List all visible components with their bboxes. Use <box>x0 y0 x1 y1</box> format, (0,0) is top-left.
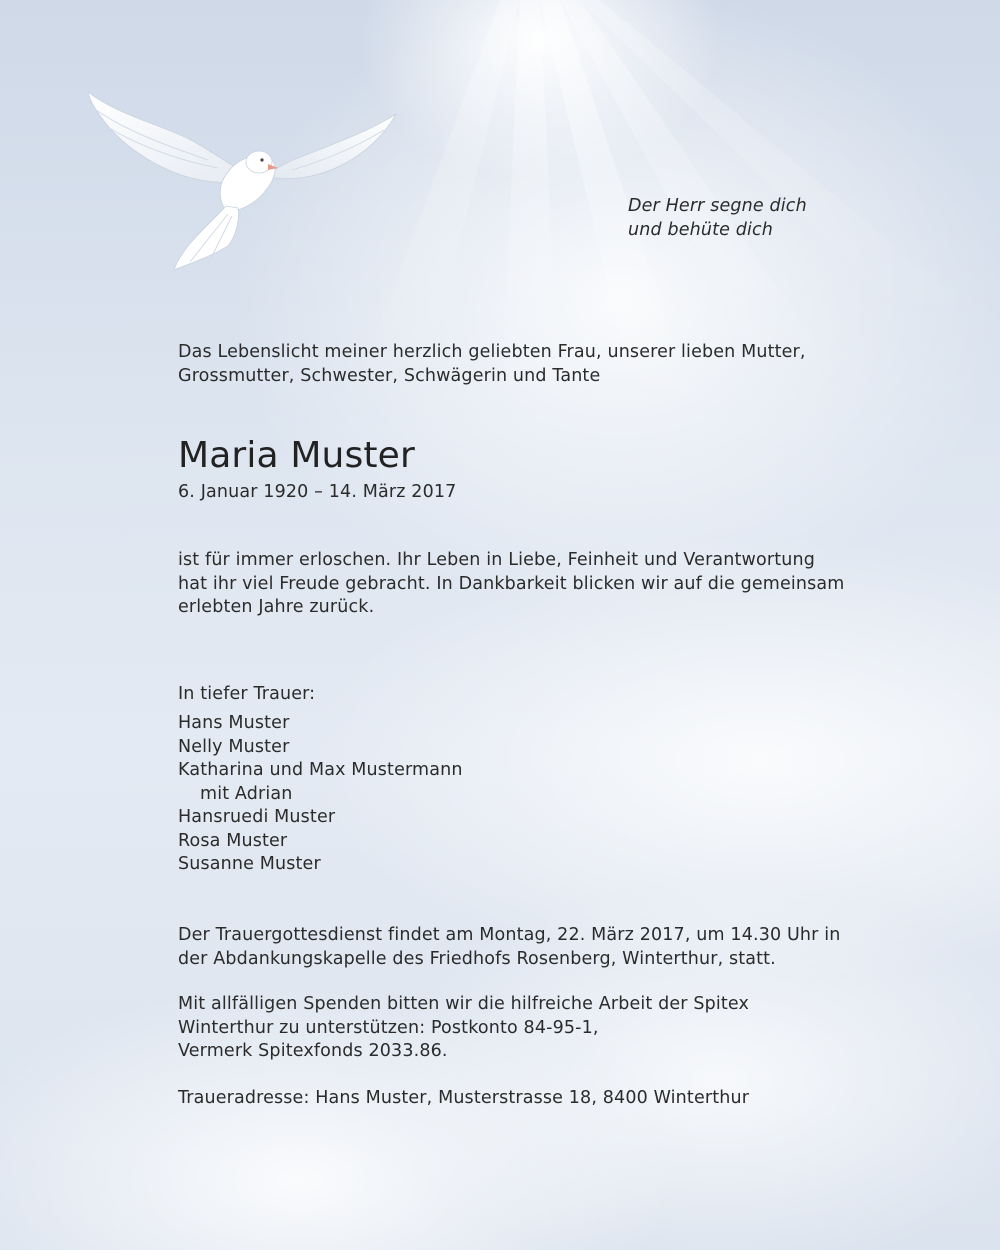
mourner-name: Hans Muster <box>178 713 290 733</box>
verse <box>628 195 807 242</box>
life-dates: 6. Januar 1920 – 14. März 2017 <box>178 482 457 502</box>
donation-info <box>178 993 749 1064</box>
donation-line: Winterthur zu unterstützen: Postkonto 84-95-1, <box>178 1017 599 1038</box>
donation-line: Vermerk Spitexfonds 2033.86. <box>178 1041 448 1061</box>
service-line: Der Trauergottesdienst findet am Montag, 22. März 2017, um 14.30 Uhr in <box>178 925 841 945</box>
dove-icon <box>78 86 408 276</box>
mourning-heading: In tiefer Trauer: <box>178 684 316 704</box>
service-info <box>178 924 840 971</box>
mourning-address: Traueradresse: Hans Muster, Musterstrasse 18, 8400 Winterthur <box>178 1088 750 1108</box>
mourner-name: Nelly Muster <box>178 736 290 757</box>
intro-text <box>178 341 806 388</box>
mourner-name: Katharina und Max Mustermann <box>178 760 463 780</box>
body-line: hat ihr viel Freude gebracht. In Dankbarkeit blicken wir auf die gemeinsam <box>178 573 845 594</box>
body-line: ist für immer erloschen. Ihr Leben in Liebe, Feinheit und Verantwortung <box>178 550 815 570</box>
deceased-name: Maria Muster <box>178 435 415 476</box>
mourner-name: Hansruedi Muster <box>178 807 336 827</box>
body-text <box>178 549 844 620</box>
mourner-list <box>178 712 463 877</box>
verse-line: Der Herr segne dich <box>628 196 807 216</box>
verse-line: und behüte dich <box>628 219 774 240</box>
mourner-name: Susanne Muster <box>178 854 321 874</box>
mourner-name: Rosa Muster <box>178 830 288 851</box>
intro-line: Das Lebenslicht meiner herzlich geliebten Frau, unserer lieben Mutter, <box>178 342 806 362</box>
service-line: der Abdankungskapelle des Friedhofs Rosenberg, Winterthur, statt. <box>178 948 776 969</box>
intro-line: Grossmutter, Schwester, Schwägerin und Tante <box>178 365 601 386</box>
donation-line: Mit allfälligen Spenden bitten wir die hilfreiche Arbeit der Spitex <box>178 994 750 1014</box>
mourner-name: mit Adrian <box>200 783 293 804</box>
body-line: erlebten Jahre zurück. <box>178 597 375 617</box>
